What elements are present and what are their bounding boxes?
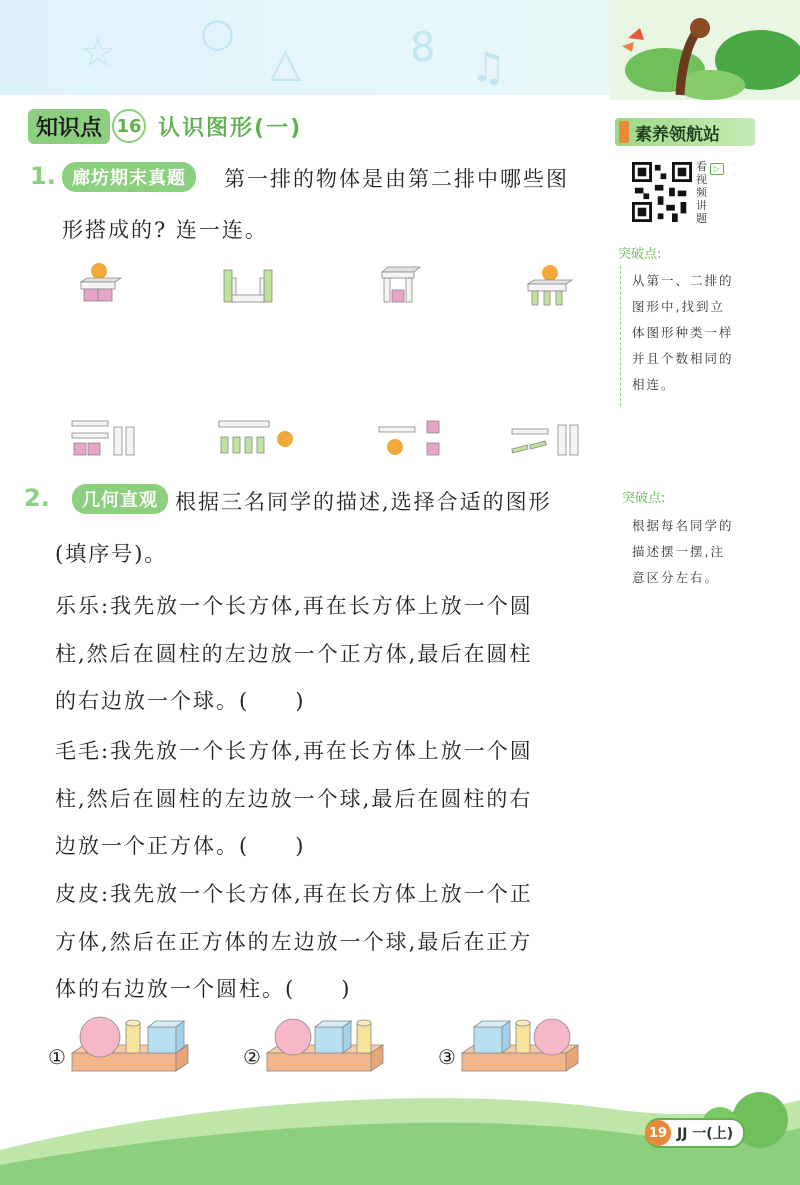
qr-code-label: 看视频讲题 xyxy=(696,160,707,225)
option-1-figure xyxy=(70,1015,195,1077)
lele-line-2: 柱,然后在圆柱的左边放一个正方体,最后在圆柱 xyxy=(55,642,533,666)
object-2-figure xyxy=(218,262,278,307)
flag-icon xyxy=(619,121,629,143)
sidebar-divider xyxy=(620,266,622,406)
knowledge-point-header xyxy=(28,108,302,144)
break-point-label-1: 突破点: xyxy=(618,247,662,262)
object-1-figure xyxy=(75,262,125,307)
video-play-icon[interactable]: ▷ xyxy=(710,163,724,175)
parts-4-figure xyxy=(508,415,598,460)
option-2-figure xyxy=(265,1015,390,1077)
maomao-line-2: 柱,然后在圆柱的左边放一个球,最后在圆柱的右 xyxy=(55,787,533,811)
question-1-line-2: 形搭成的? 连一连。 xyxy=(62,218,268,242)
edition-label: JJ 一(上) xyxy=(677,1126,734,1142)
knowledge-point-label: 知识点 xyxy=(28,109,110,144)
break-point-text-1: 从第一、二排的 图形中,找到立 体图形种类一样 并且个数相同的 相连。 xyxy=(632,273,734,392)
pipi-line-2: 方体,然后在正方体的左边放一个球,最后在正方 xyxy=(55,930,533,954)
maomao-line-3[interactable]: 边放一个正方体。( ) xyxy=(55,834,306,858)
object-4-figure xyxy=(522,264,577,309)
sidebar-banner-title: 素养领航站 xyxy=(635,124,720,145)
question-2-line-1: 根据三名同学的描述,选择合适的图形 xyxy=(175,490,552,514)
parts-2-figure xyxy=(215,415,305,460)
circle-icon: ○ xyxy=(200,10,235,56)
triangle-icon: △ xyxy=(270,40,301,86)
option-1-number: ① xyxy=(48,1045,66,1069)
question-2-number: 2. xyxy=(24,484,50,512)
option-3-number: ③ xyxy=(438,1045,456,1069)
lele-line-3[interactable]: 的右边放一个球。( ) xyxy=(55,689,306,713)
sidebar-banner xyxy=(615,118,755,146)
maomao-line-1: 毛毛:我先放一个长方体,再在长方体上放一个圆 xyxy=(55,739,533,763)
question-1-line-1: 第一排的物体是由第二排中哪些图 xyxy=(224,167,569,191)
knowledge-point-number: 16 xyxy=(112,109,146,143)
option-3-figure xyxy=(460,1015,585,1077)
break-point-label-2: 突破点: xyxy=(622,491,666,506)
music-note-icon: ♫ xyxy=(470,45,506,91)
option-2-number: ② xyxy=(243,1045,261,1069)
break-point-text-2: 根据每名同学的 描述摆一摆,注 意区分左右。 xyxy=(632,518,734,585)
knowledge-point-title: 认识图形(一) xyxy=(158,115,303,141)
parts-1-figure xyxy=(68,415,153,460)
question-1-tag: 廊坊期末真题 xyxy=(62,162,196,192)
digit-decoration-icon: 8 xyxy=(410,25,436,71)
pipi-line-3[interactable]: 体的右边放一个圆柱。( ) xyxy=(55,977,352,1001)
page-number: 19 xyxy=(645,1120,671,1146)
qr-code-icon[interactable] xyxy=(632,162,692,222)
page-number-badge xyxy=(645,1118,745,1148)
pipi-line-1: 皮皮:我先放一个长方体,再在长方体上放一个正 xyxy=(55,882,533,906)
object-3-figure xyxy=(378,262,423,307)
question-2-tag: 几何直观 xyxy=(72,484,168,514)
star-icon: ☆ xyxy=(80,30,116,76)
plant-illustration-icon xyxy=(610,0,800,100)
lele-line-1: 乐乐:我先放一个长方体,再在长方体上放一个圆 xyxy=(55,594,533,618)
question-2-line-2: (填序号)。 xyxy=(55,542,168,566)
parts-3-figure xyxy=(375,415,450,460)
question-1-number: 1. xyxy=(30,162,56,190)
